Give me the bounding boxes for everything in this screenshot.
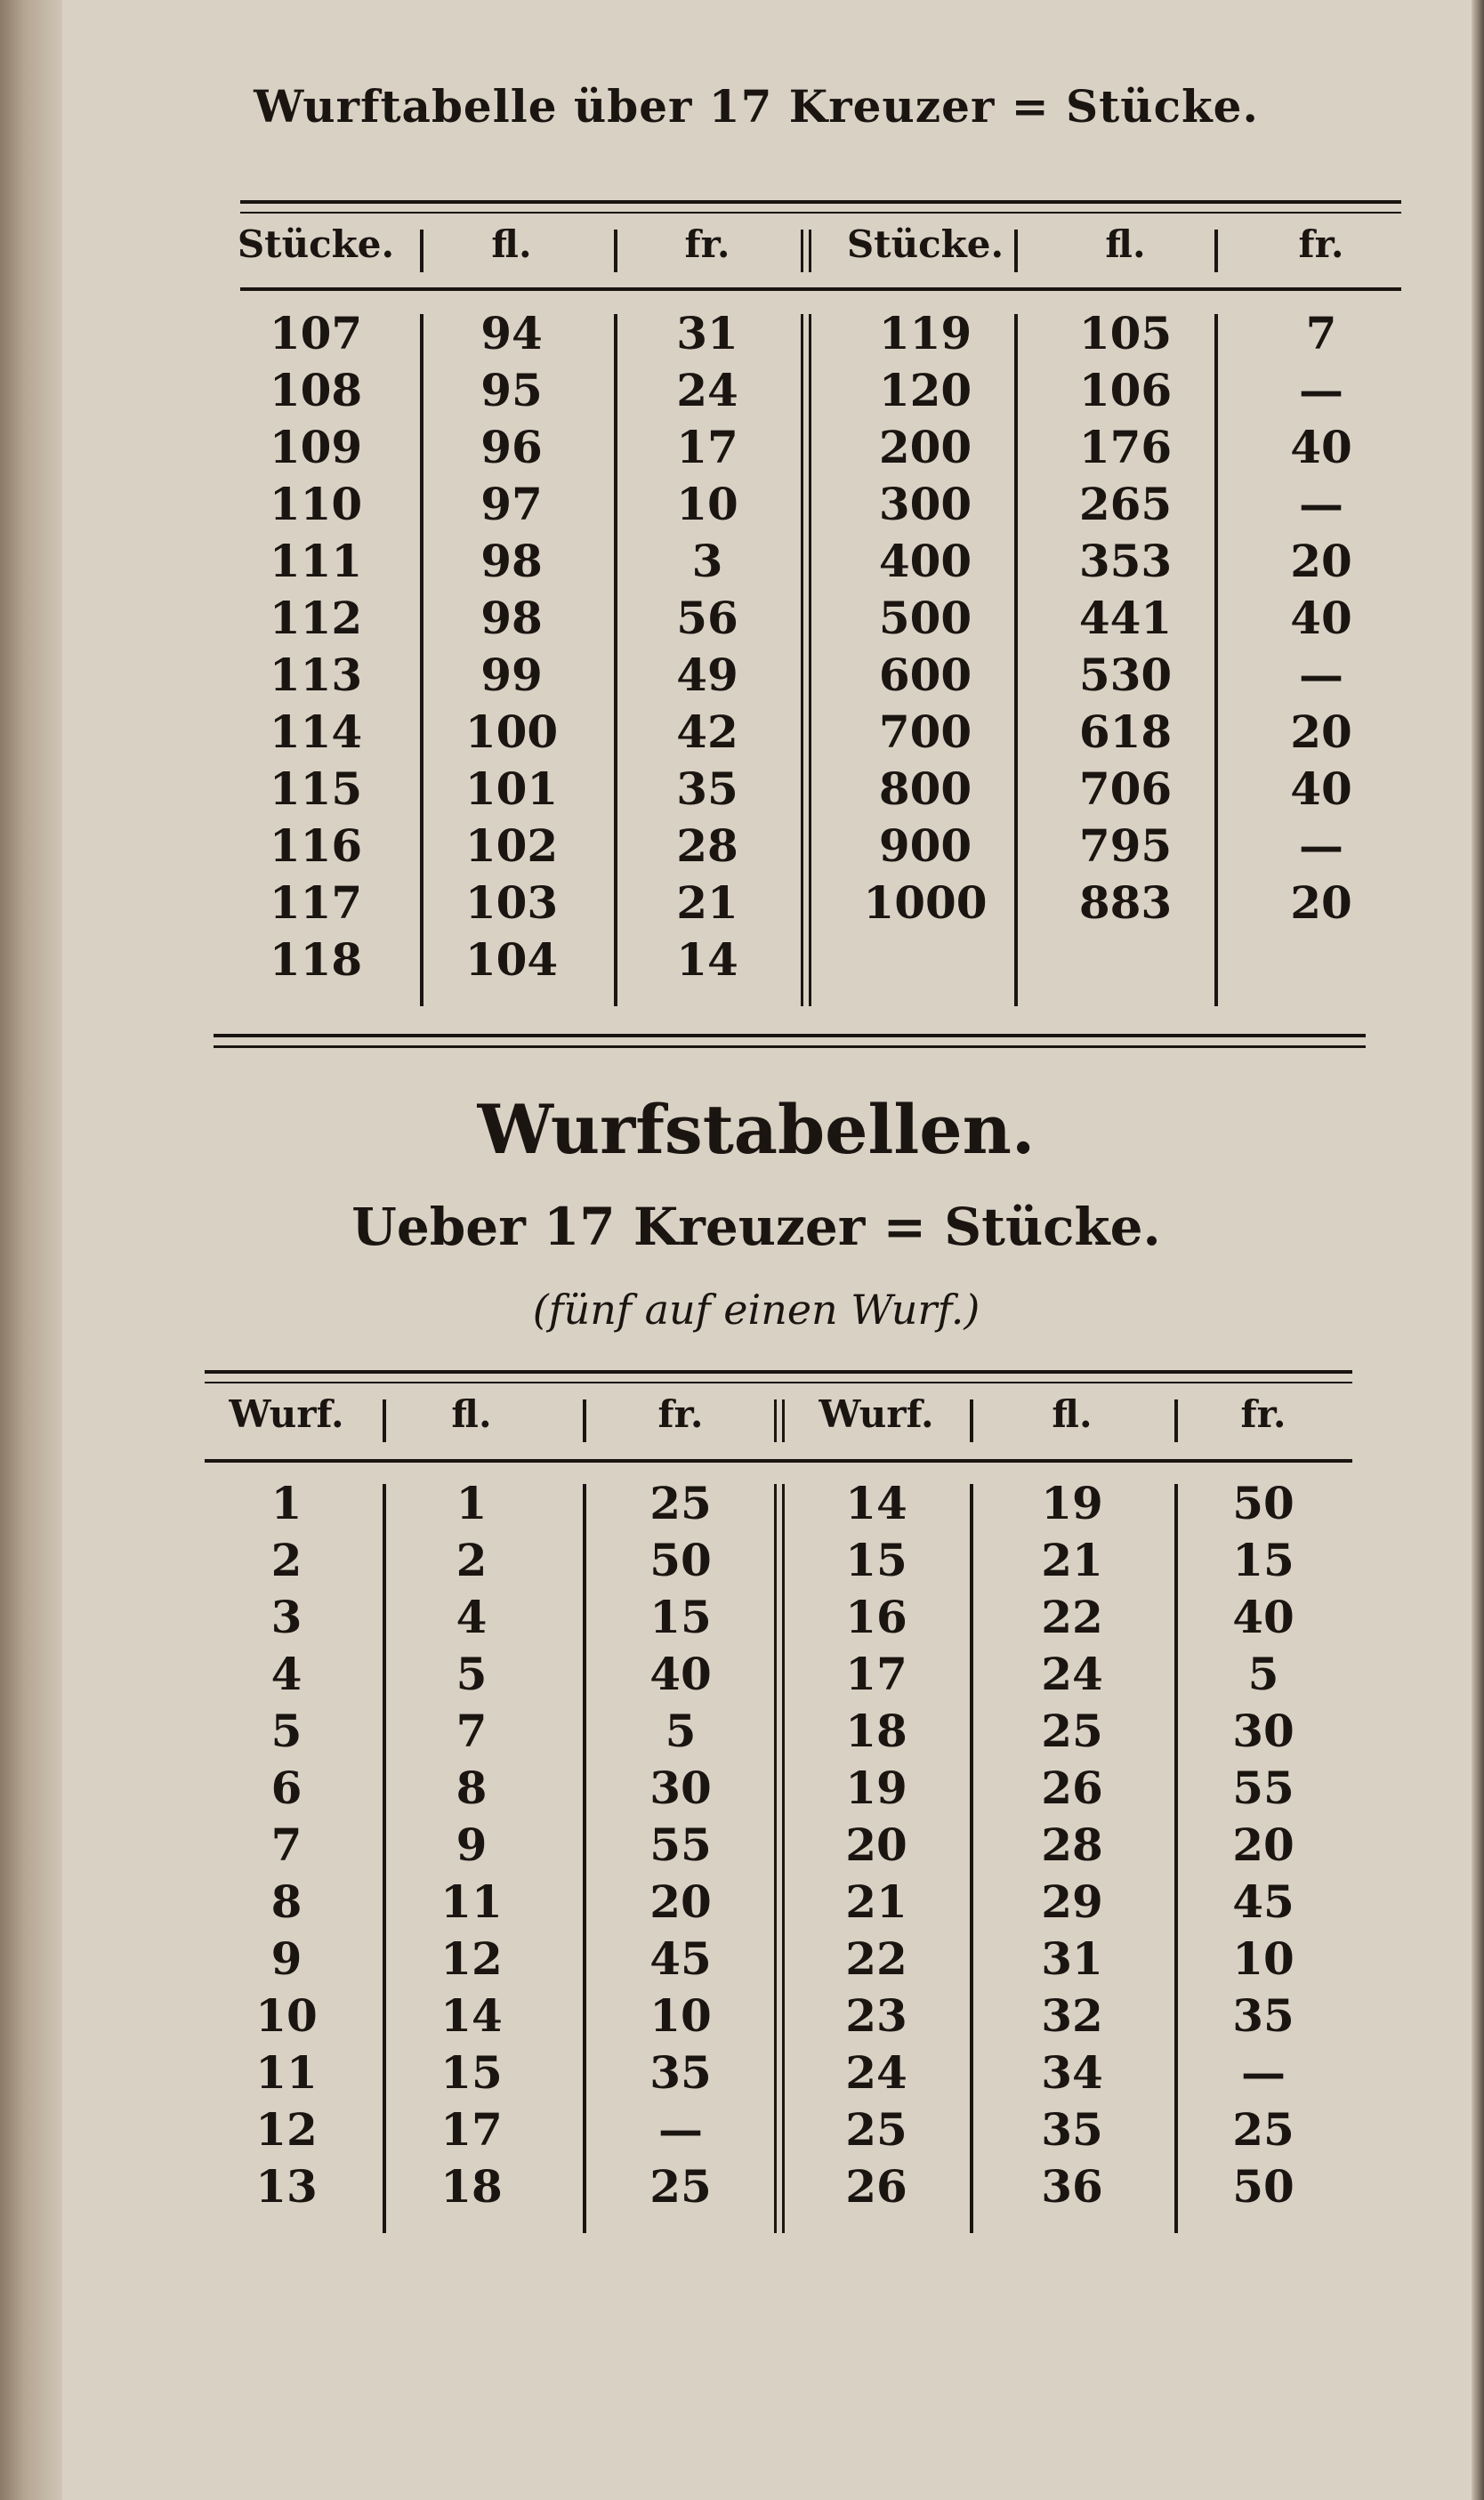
table-cell: 50 xyxy=(1232,1477,1294,1529)
table-top-rule xyxy=(205,1382,1352,1383)
table-cell: 19 xyxy=(845,1762,907,1814)
table-cell: 25 xyxy=(649,1477,712,1529)
table-cell: 10 xyxy=(255,1989,318,2042)
table-cell: 55 xyxy=(649,1819,712,1871)
table-cell: 24 xyxy=(845,2046,907,2099)
table-cell: 2 xyxy=(456,1534,488,1586)
table-top-rule xyxy=(205,1370,1352,1374)
table-cell: 10 xyxy=(649,1989,712,2042)
table-cell: 10 xyxy=(1232,1932,1294,1985)
table-cell: 32 xyxy=(1041,1989,1103,2042)
table-cell: 45 xyxy=(1232,1875,1294,1928)
table-cell: 3 xyxy=(691,535,723,587)
header-separator xyxy=(970,1399,973,1442)
table-cell: 12 xyxy=(255,2103,318,2156)
table-cell: 1000 xyxy=(863,876,988,929)
table-cell: 96 xyxy=(480,421,543,473)
table-cell: 8 xyxy=(456,1762,488,1814)
table-cell: 26 xyxy=(845,2160,907,2213)
table-cell: 600 xyxy=(878,649,972,701)
table-cell: 700 xyxy=(878,706,972,758)
table-cell: 116 xyxy=(269,819,363,872)
table-cell: 9 xyxy=(456,1819,488,1871)
column-header: fr. xyxy=(657,1392,704,1436)
table-cell: 11 xyxy=(255,2046,318,2099)
table-cell: 45 xyxy=(649,1932,712,1985)
table-cell: 22 xyxy=(845,1932,907,1985)
table-cell: 117 xyxy=(269,876,363,929)
table-cell: 34 xyxy=(1041,2046,1103,2099)
column-header: fr. xyxy=(1298,222,1344,266)
table-cell: 20 xyxy=(1232,1819,1294,1871)
table-cell: 113 xyxy=(269,649,363,701)
table-cell: 706 xyxy=(1078,762,1173,815)
table-cell: 35 xyxy=(1041,2103,1103,2156)
table-cell: 15 xyxy=(1232,1534,1294,1586)
table-cell: 11 xyxy=(440,1875,503,1928)
table-cell: 100 xyxy=(464,706,559,758)
table-cell: 119 xyxy=(878,307,972,359)
table-header-rule xyxy=(205,1459,1352,1463)
table-cell: 500 xyxy=(878,592,972,644)
table-cell: 109 xyxy=(269,421,363,473)
table-cell: 55 xyxy=(1232,1762,1294,1814)
table-cell: — xyxy=(1299,649,1343,701)
column-header: fr. xyxy=(1240,1392,1286,1436)
header-separator xyxy=(383,1399,386,1442)
table-cell: 28 xyxy=(1041,1819,1103,1871)
table-cell: 5 xyxy=(456,1648,488,1700)
table-cell: 95 xyxy=(480,364,543,416)
table-cell: 56 xyxy=(676,592,738,644)
table-cell: 176 xyxy=(1078,421,1173,473)
table-cell: 16 xyxy=(845,1591,907,1643)
table-cell: 101 xyxy=(464,762,559,815)
table-cell: 36 xyxy=(1041,2160,1103,2213)
table-cell: 9 xyxy=(270,1932,302,1985)
table-cell: 35 xyxy=(676,762,738,815)
column-header: Stücke. xyxy=(846,222,1004,266)
table-cell: 25 xyxy=(845,2103,907,2156)
table-cell: 21 xyxy=(845,1875,907,1928)
table-cell: 111 xyxy=(269,535,363,587)
table-cell: 40 xyxy=(1290,762,1352,815)
table-cell: 7 xyxy=(270,1819,302,1871)
table-cell: 15 xyxy=(649,1591,712,1643)
column-rule xyxy=(774,1484,777,2233)
column-rule xyxy=(1174,1484,1178,2233)
table-cell: 15 xyxy=(440,2046,503,2099)
table-cell: 4 xyxy=(456,1591,488,1643)
table-cell: 106 xyxy=(1078,364,1173,416)
header-separator xyxy=(1174,1399,1178,1442)
header-separator xyxy=(782,1399,785,1442)
column-rule xyxy=(782,1484,785,2233)
table-cell: 114 xyxy=(269,706,363,758)
table-cell: 17 xyxy=(845,1648,907,1700)
column-rule xyxy=(583,1484,586,2233)
table-cell: 26 xyxy=(1041,1762,1103,1814)
table-cell: 120 xyxy=(878,364,972,416)
table-cell: 6 xyxy=(270,1762,302,1814)
table-cell: 20 xyxy=(1290,706,1352,758)
table-cell: 108 xyxy=(269,364,363,416)
table-cell: 98 xyxy=(480,535,543,587)
table-cell: 5 xyxy=(665,1705,697,1757)
table-cell: — xyxy=(1299,478,1343,530)
table-cell: 15 xyxy=(845,1534,907,1586)
table-cell: 115 xyxy=(269,762,363,815)
table-cell: 18 xyxy=(845,1705,907,1757)
table-cell: 13 xyxy=(255,2160,318,2213)
table-cell: 50 xyxy=(1232,2160,1294,2213)
table-cell: 31 xyxy=(1041,1932,1103,1985)
table-cell: 23 xyxy=(845,1989,907,2042)
table-cell: 112 xyxy=(269,592,363,644)
table-cell: 2 xyxy=(270,1534,302,1586)
table-cell: 200 xyxy=(878,421,972,473)
header-separator xyxy=(774,1399,777,1442)
table-cell: — xyxy=(1299,364,1343,416)
table-cell: 40 xyxy=(1290,592,1352,644)
table-cell: 12 xyxy=(440,1932,503,1985)
table-cell: 25 xyxy=(1232,2103,1294,2156)
table-cell: 102 xyxy=(464,819,559,872)
table-cell: 795 xyxy=(1078,819,1173,872)
table-cell: 20 xyxy=(845,1819,907,1871)
table-cell: 40 xyxy=(1232,1591,1294,1643)
column-header: fl. xyxy=(1052,1392,1093,1436)
table-cell: 7 xyxy=(456,1705,488,1757)
table-cell: 19 xyxy=(1041,1477,1103,1529)
table-cell: 1 xyxy=(270,1477,302,1529)
column-header: fr. xyxy=(684,222,730,266)
table-cell: 20 xyxy=(1290,535,1352,587)
section-divider xyxy=(214,1045,1366,1048)
column-header: fl. xyxy=(451,1392,492,1436)
column-rule xyxy=(383,1484,386,2233)
table-cell: 441 xyxy=(1078,592,1173,644)
table-cell: 7 xyxy=(1305,307,1337,359)
table-cell: 104 xyxy=(464,933,559,986)
table-cell: 42 xyxy=(676,706,738,758)
table-cell: 265 xyxy=(1078,478,1173,530)
column-header: fl. xyxy=(1105,222,1146,266)
column-header: Stücke. xyxy=(237,222,395,266)
table-cell: 22 xyxy=(1041,1591,1103,1643)
table-cell: 618 xyxy=(1078,706,1173,758)
table-cell: 110 xyxy=(269,478,363,530)
table-cell: 25 xyxy=(649,2160,712,2213)
table-cell: 14 xyxy=(440,1989,503,2042)
table-cell: — xyxy=(1299,819,1343,872)
table-cell: 14 xyxy=(676,933,738,986)
table-cell: 98 xyxy=(480,592,543,644)
table-cell: 107 xyxy=(269,307,363,359)
table-cell: 49 xyxy=(676,649,738,701)
table-cell: 30 xyxy=(1232,1705,1294,1757)
table-cell: 20 xyxy=(649,1875,712,1928)
table-cell: 103 xyxy=(464,876,559,929)
table-cell: 3 xyxy=(270,1591,302,1643)
table-cell: — xyxy=(658,2103,703,2156)
table-cell: 35 xyxy=(1232,1989,1294,2042)
section-subtitle: Ueber 17 Kreuzer = Stücke. xyxy=(351,1197,1161,1257)
table-cell: 25 xyxy=(1041,1705,1103,1757)
section-note: (fünf auf einen Wurf.) xyxy=(532,1286,980,1334)
table-cell: 900 xyxy=(878,819,972,872)
table-cell: 530 xyxy=(1078,649,1173,701)
table-cell: 21 xyxy=(1041,1534,1103,1586)
table-cell: 99 xyxy=(480,649,543,701)
table-cell: 4 xyxy=(270,1648,302,1700)
table-cell: 5 xyxy=(270,1705,302,1757)
table-cell: 118 xyxy=(269,933,363,986)
table-cell: 40 xyxy=(1290,421,1352,473)
section-title: Wurfstabellen. xyxy=(477,1090,1036,1169)
table-cell: 1 xyxy=(456,1477,488,1529)
table-cell: 18 xyxy=(440,2160,503,2213)
running-head: Wurftabelle über 17 Kreuzer = Stücke. xyxy=(254,80,1259,133)
column-header: Wurf. xyxy=(229,1392,344,1436)
table-cell: 20 xyxy=(1290,876,1352,929)
table-cell: 31 xyxy=(676,307,738,359)
table-cell: 10 xyxy=(676,478,738,530)
section-divider xyxy=(214,1034,1366,1037)
table-cell: 14 xyxy=(845,1477,907,1529)
table-cell: 800 xyxy=(878,762,972,815)
table-cell: 105 xyxy=(1078,307,1173,359)
table-cell: 17 xyxy=(440,2103,503,2156)
table-cell: 30 xyxy=(649,1762,712,1814)
table-cell: — xyxy=(1241,2046,1286,2099)
table-cell: 29 xyxy=(1041,1875,1103,1928)
table-cell: 353 xyxy=(1078,535,1173,587)
table-cell: 400 xyxy=(878,535,972,587)
column-header: Wurf. xyxy=(819,1392,934,1436)
table-cell: 50 xyxy=(649,1534,712,1586)
table-cell: 24 xyxy=(1041,1648,1103,1700)
header-separator xyxy=(583,1399,586,1442)
column-rule xyxy=(970,1484,973,2233)
column-header: fl. xyxy=(491,222,532,266)
table-cell: 28 xyxy=(676,819,738,872)
table-cell: 40 xyxy=(649,1648,712,1700)
table-cell: 300 xyxy=(878,478,972,530)
table-cell: 35 xyxy=(649,2046,712,2099)
table-cell: 8 xyxy=(270,1875,302,1928)
table-cell: 94 xyxy=(480,307,543,359)
table-cell: 24 xyxy=(676,364,738,416)
table-cell: 17 xyxy=(676,421,738,473)
table-cell: 883 xyxy=(1078,876,1173,929)
table-cell: 21 xyxy=(676,876,738,929)
table-cell: 5 xyxy=(1247,1648,1279,1700)
table-cell: 97 xyxy=(480,478,543,530)
